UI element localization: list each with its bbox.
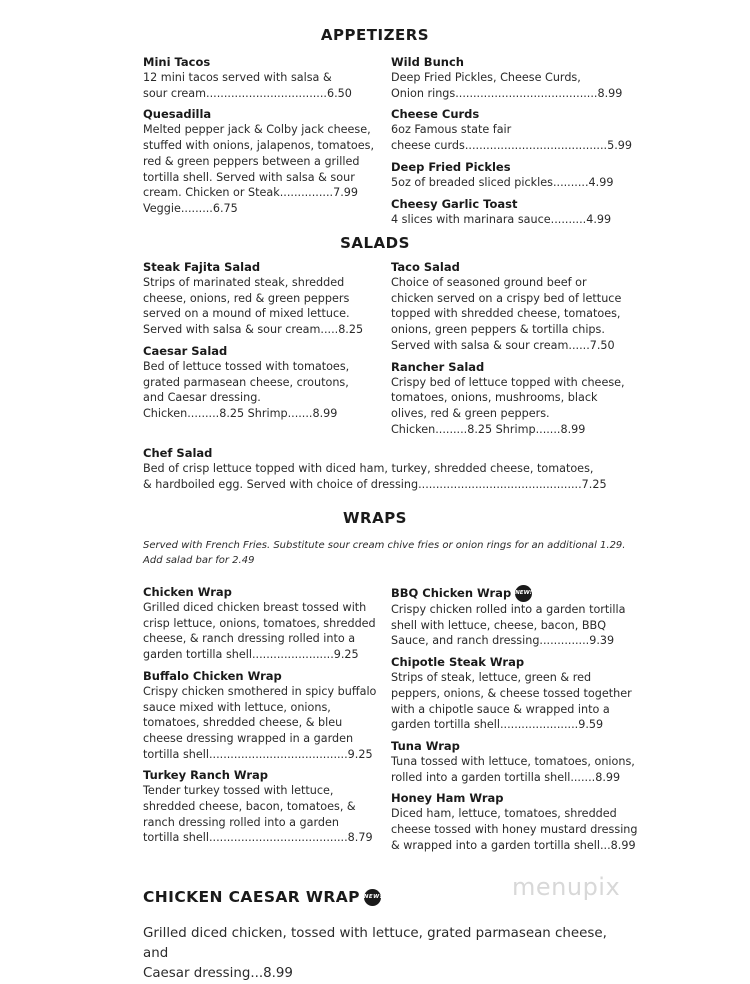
item-name-row — [391, 585, 631, 602]
salads-right-column — [391, 260, 631, 443]
item-description-line: Diced ham, lettuce, tomatoes, shredded — [391, 807, 617, 821]
item-name-row — [143, 768, 383, 783]
item-name: Chicken Wrap — [143, 585, 232, 599]
item-description-line: Strips of marinated steak, shredded — [143, 276, 345, 289]
appetizers-heading: APPETIZERS — [320, 26, 430, 44]
menu-item-mini-tacos — [143, 55, 383, 101]
chef-salad — [143, 446, 623, 492]
chicken-caesar-wrap-heading — [143, 888, 381, 906]
item-description-line: stuffed with onions, jalapenos, tomatoes, — [143, 139, 375, 153]
menu-item-buffalo-chicken-wrap — [143, 669, 383, 763]
item-description-line: olives, red & green peppers. — [391, 406, 550, 420]
item-description-line: onions, green peppers & tortilla chips. — [391, 323, 605, 337]
item-description-line: rolled into a garden tortilla shell.......8.99 — [391, 770, 621, 784]
item-description-line: Chicken.........8.25 Shrimp.......8.99 — [391, 422, 586, 436]
item-description-line: cheese, & ranch dressing rolled into a — [143, 632, 356, 646]
item-name: Quesadilla — [143, 107, 212, 122]
item-name-row — [391, 360, 631, 375]
menu-item-wild-bunch — [391, 55, 631, 101]
item-name-row — [143, 344, 383, 359]
item-description-line: and Caesar dressing. — [143, 391, 261, 405]
item-description-line: cheese dressing wrapped in a garden — [143, 731, 354, 745]
item-description-line: 6oz Famous state fair — [391, 123, 512, 137]
item-description-line: shredded cheese, bacon, tomatoes, & — [143, 800, 356, 814]
item-name: Cheesy Garlic Toast — [391, 196, 518, 211]
item-description-line: 5oz of breaded sliced pickles..........4.99 — [391, 175, 614, 189]
item-name-row — [143, 55, 383, 70]
item-description-line: cream. Chicken or Steak...............7.99 — [143, 186, 358, 200]
item-name: Taco Salad — [391, 260, 460, 274]
item-description-line: chicken served on a crispy bed of lettuce — [391, 291, 622, 305]
item-description-line: garden tortilla shell.......................9.25 — [143, 648, 359, 662]
item-description-line: Served with salsa & sour cream.....8.25 — [143, 323, 364, 337]
menu-item-cheesy-garlic-toast — [391, 197, 631, 228]
item-name-row — [391, 260, 631, 275]
item-description-line: Onion rings........................................8.99 — [391, 86, 623, 100]
new-badge-icon: NEW! — [515, 585, 532, 602]
new-badge-icon: NEW! — [364, 889, 381, 906]
item-description-line: sour cream..................................6.50 — [143, 86, 352, 100]
item-name: Rancher Salad — [391, 359, 485, 374]
item-description-line: & wrapped into a garden tortilla shell...8.99 — [391, 838, 636, 852]
item-name: Caesar Salad — [143, 343, 228, 358]
item-description-line: Bed of lettuce tossed with tomatoes, — [143, 359, 350, 373]
item-name-row — [143, 585, 383, 600]
item-description-line: tomatoes, shredded cheese, & bleu — [143, 716, 343, 730]
item-description-line: topped with shredded cheese, tomatoes, — [391, 307, 621, 321]
wraps-left-column — [143, 585, 383, 852]
item-description-line: with a chipotle sauce & wrapped into a — [391, 702, 610, 716]
note-line: Served with French Fries. Substitute sour cream chive fries or onion rings for an additional 1.29. — [143, 540, 626, 551]
description-line: Caesar dressing...8.99 — [143, 966, 293, 981]
item-description-line: 12 mini tacos served with salsa & — [143, 71, 332, 84]
chicken-caesar-wrap-description — [143, 924, 623, 984]
item-description-line: & hardboiled egg. Served with choice of dressing..............................................7.25 — [143, 477, 607, 491]
item-name: Cheese Curds — [391, 107, 480, 122]
menu-item-bbq-chicken-wrap — [391, 585, 631, 649]
item-name: Wild Bunch — [391, 55, 464, 69]
item-name: Chef Salad — [143, 446, 213, 460]
menu-item-chipotle-steak-wrap — [391, 655, 631, 733]
menu-item-rancher-salad — [391, 360, 631, 438]
item-description-line: cheese, onions, red & green peppers — [143, 291, 350, 305]
item-name: Deep Fried Pickles — [391, 159, 511, 174]
menu-item-cheese-curds — [391, 107, 631, 153]
item-description-line: shell with lettuce, cheese, bacon, BBQ — [391, 618, 607, 632]
salads-left-column — [143, 260, 383, 428]
item-description-line: grated parmasean cheese, croutons, — [143, 375, 349, 389]
item-name-row — [391, 160, 631, 175]
item-name: Tuna Wrap — [391, 738, 460, 753]
item-description-line: Crispy chicken rolled into a garden tortilla — [391, 603, 626, 616]
item-description-line: Grilled diced chicken breast tossed with — [143, 601, 367, 614]
item-name-row — [391, 739, 631, 754]
menu-item-tuna-wrap — [391, 738, 635, 785]
item-description-line: served on a mound of mixed lettuce. — [143, 307, 350, 321]
item-description-line: Crispy chicken smothered in spicy buffalo — [143, 684, 377, 698]
wraps-note — [143, 538, 633, 568]
item-description-line: 4 slices with marinara sauce..........4.99 — [391, 212, 612, 226]
item-name: Turkey Ranch Wrap — [143, 768, 269, 783]
item-description-line: Strips of steak, lettuce, green & red — [391, 671, 592, 685]
item-name: Steak Fajita Salad — [143, 260, 261, 274]
menu-item-steak-fajita-salad — [143, 260, 383, 338]
item-description-line: tortilla shell.......................................9.25 — [143, 747, 373, 761]
appetizers-right-column — [391, 55, 631, 233]
item-name: Mini Tacos — [143, 55, 211, 69]
item-description-line: cheese tossed with honey mustard dressing — [391, 823, 638, 837]
menu-item-caesar-salad — [143, 344, 383, 422]
item-name-row — [143, 260, 383, 275]
item-description-line: Served with salsa & sour cream......7.50 — [391, 338, 615, 352]
wraps-heading: WRAPS — [342, 509, 407, 527]
item-description-line: Bed of crisp lettuce topped with diced ham, turkey, shredded cheese, tomatoes, — [143, 462, 594, 475]
item-name-row — [143, 669, 383, 684]
item-description-line: Veggie.........6.75 — [143, 201, 238, 215]
menupix-watermark: menupix — [512, 873, 621, 901]
item-description-line: tortilla shell.......................................8.79 — [143, 831, 373, 845]
item-name-row — [391, 655, 631, 670]
menu-item-turkey-ranch-wrap — [143, 768, 383, 846]
note-line: Add salad bar for 2.49 — [143, 555, 255, 566]
appetizers-left-column — [143, 55, 383, 223]
item-description-line: Tuna tossed with lettuce, tomatoes, onions, — [391, 754, 635, 768]
item-name-row — [391, 197, 631, 212]
menu-item-quesadilla — [143, 107, 383, 216]
item-name-row — [391, 107, 631, 122]
item-description-line: garden tortilla shell......................9.59 — [391, 718, 604, 732]
menu-item-honey-ham-wrap — [391, 791, 638, 853]
item-description-line: Tender turkey tossed with lettuce, — [143, 784, 334, 798]
salads-heading: SALADS — [340, 234, 410, 252]
item-description-line: Choice of seasoned ground beef or — [391, 276, 587, 289]
menu-item-taco-salad — [391, 260, 631, 354]
item-description-line: tortilla shell. Served with salsa & sour — [143, 170, 355, 184]
item-description-line: crisp lettuce, onions, tomatoes, shredded — [143, 616, 376, 630]
item-name: BBQ Chicken Wrap — [391, 586, 512, 600]
item-description-line: Crispy bed of lettuce topped with cheese, — [391, 375, 625, 389]
item-description-line: sauce mixed with lettuce, onions, — [143, 700, 331, 714]
item-description-line: Deep Fried Pickles, Cheese Curds, — [391, 71, 581, 84]
item-description-line: red & green peppers between a grilled — [143, 154, 360, 168]
item-name: Chipotle Steak Wrap — [391, 655, 525, 670]
item-name-row — [391, 55, 631, 70]
menu-item-deep-fried-pickles — [391, 160, 631, 191]
item-name-row — [391, 791, 631, 806]
item-description-line: Melted pepper jack & Colby jack cheese, — [143, 123, 371, 137]
item-name: Buffalo Chicken Wrap — [143, 668, 282, 683]
item-description-line: ranch dressing rolled into a garden — [143, 815, 339, 829]
description-line: Grilled diced chicken, tossed with lettuce, grated parmasean cheese, and — [143, 926, 607, 961]
item-description-line: peppers, onions, & cheese tossed together — [391, 686, 632, 700]
wraps-right-column — [391, 585, 638, 859]
item-name: Honey Ham Wrap — [391, 791, 504, 806]
menu-item-chicken-wrap — [143, 585, 383, 663]
item-description-line: Chicken.........8.25 Shrimp.......8.99 — [143, 406, 338, 420]
item-description-line: Sauce, and ranch dressing..............9.39 — [391, 634, 615, 648]
chicken-caesar-wrap-title: CHICKEN CAESAR WRAP — [143, 888, 360, 906]
item-description-line: cheese curds........................................5.99 — [391, 139, 633, 153]
item-description-line: tomatoes, onions, mushrooms, black — [391, 391, 598, 405]
item-name-row — [143, 107, 383, 122]
